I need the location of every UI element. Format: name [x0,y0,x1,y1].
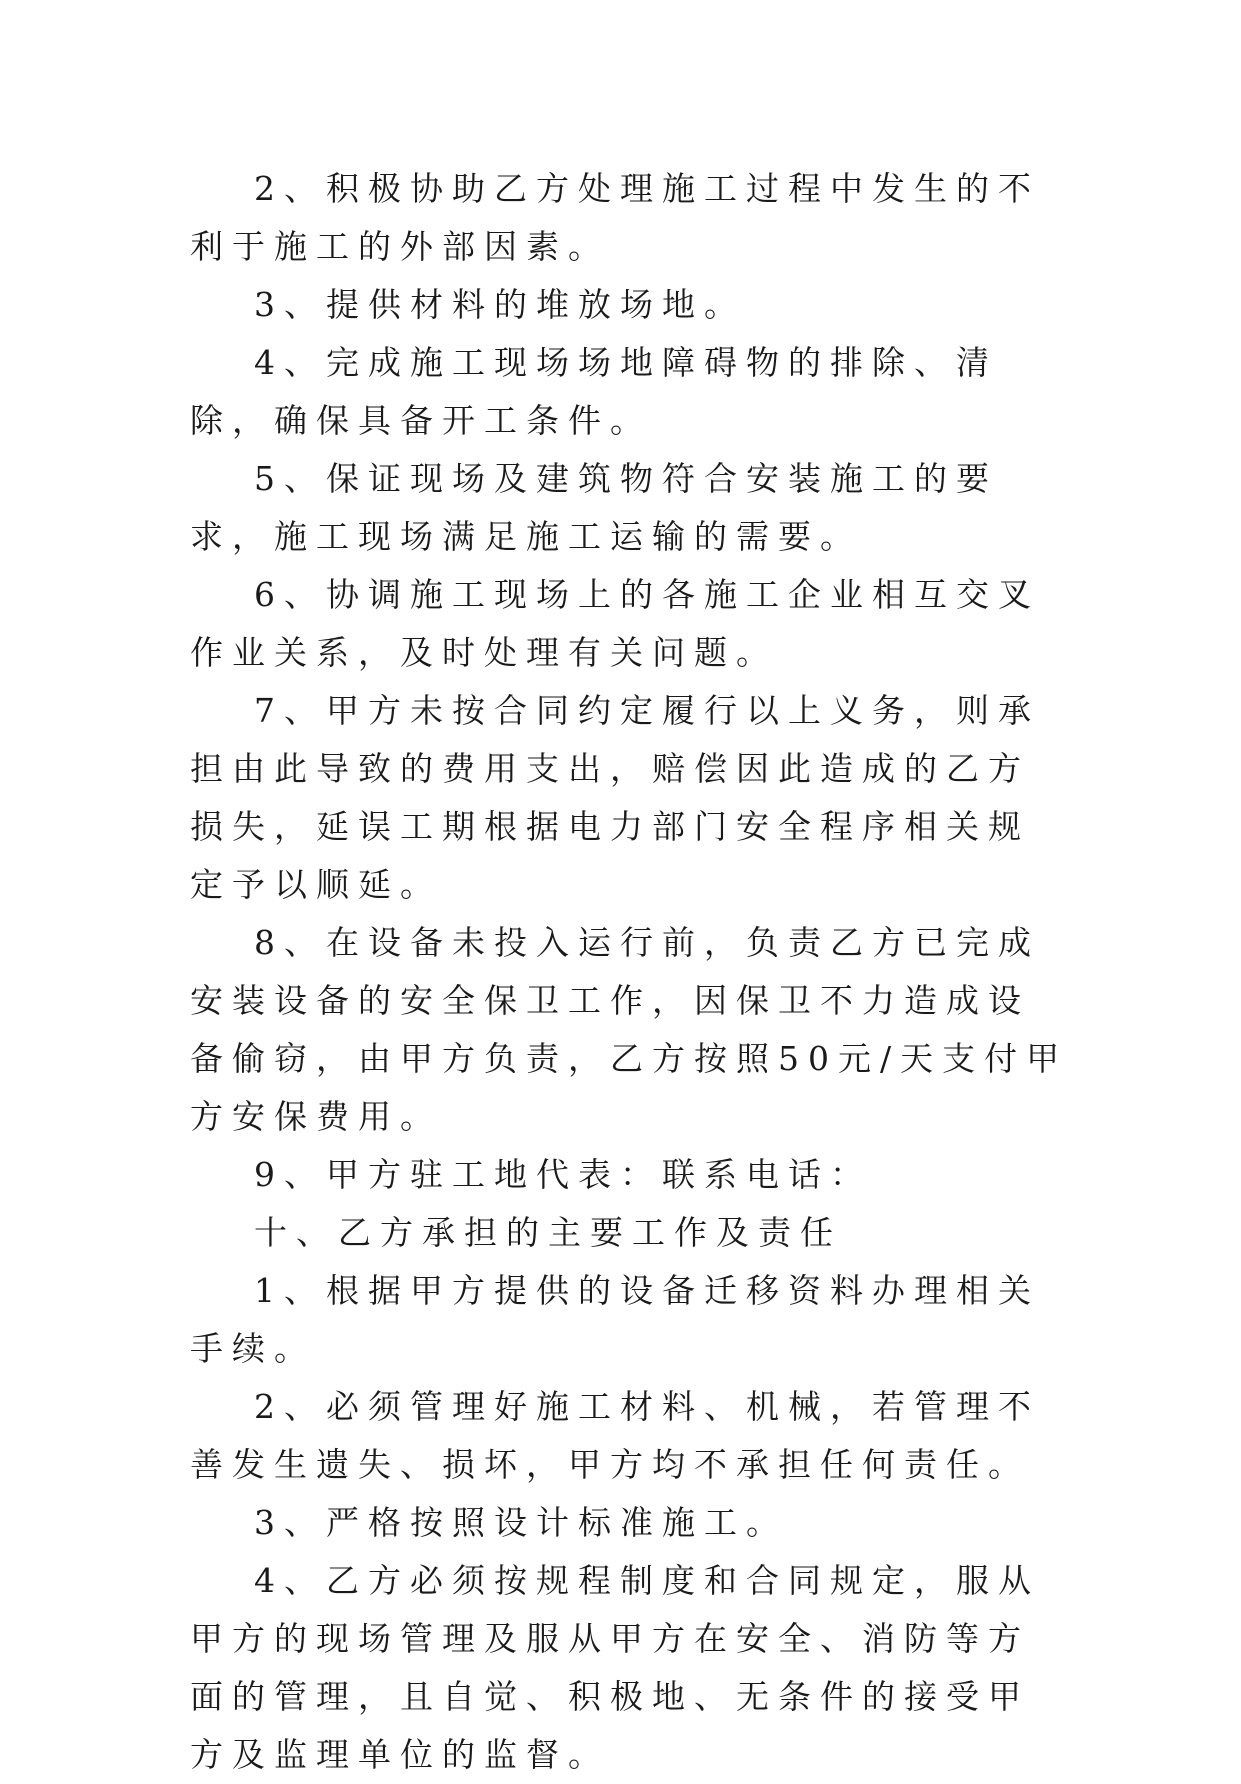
paragraph: 5、保证现场及建筑物符合安装施工的要求，施工现场满足施工运输的需要。 [190,459,998,556]
paragraph: 6、协调施工现场上的各施工企业相互交叉作业关系，及时处理有关问题。 [190,575,1040,672]
document-body [190,160,1070,1784]
paragraph: 3、严格按照设计标准施工。 [254,1503,788,1542]
paragraph: 2、积极协助乙方处理施工过程中发生的不利于施工的外部因素。 [190,169,1040,266]
paragraph: 8、在设备未投入运行前，负责乙方已完成安装设备的安全保卫工作，因保卫不力造成设备偷窃，由甲方负责，乙方按照50元/天支付甲方安保费用。 [190,923,1069,1136]
paragraph: 1、根据甲方提供的设备迁移资料办理相关手续。 [190,1271,1040,1368]
section-heading: 十、乙方承担的主要工作及责任 [254,1213,842,1252]
paragraph: 4、乙方必须按规程制度和合同规定，服从甲方的现场管理及服从甲方在安全、消防等方面的管理，且自觉、积极地、无条件的接受甲方及监理单位的监督。 [190,1561,1040,1774]
paragraph: 2、必须管理好施工材料、机械，若管理不善发生遗失、损坏，甲方均不承担任何责任。 [190,1387,1040,1484]
paragraph: 3、提供材料的堆放场地。 [254,285,746,324]
paragraph: 4、完成施工现场场地障碍物的排除、清除，确保具备开工条件。 [190,343,998,440]
paragraph: 7、甲方未按合同约定履行以上义务，则承担由此导致的费用支出，赔偿因此造成的乙方损失，延误工期根据电力部门安全程序相关规定予以顺延。 [190,691,1040,904]
paragraph: 9、甲方驻工地代表：联系电话： [254,1155,872,1194]
